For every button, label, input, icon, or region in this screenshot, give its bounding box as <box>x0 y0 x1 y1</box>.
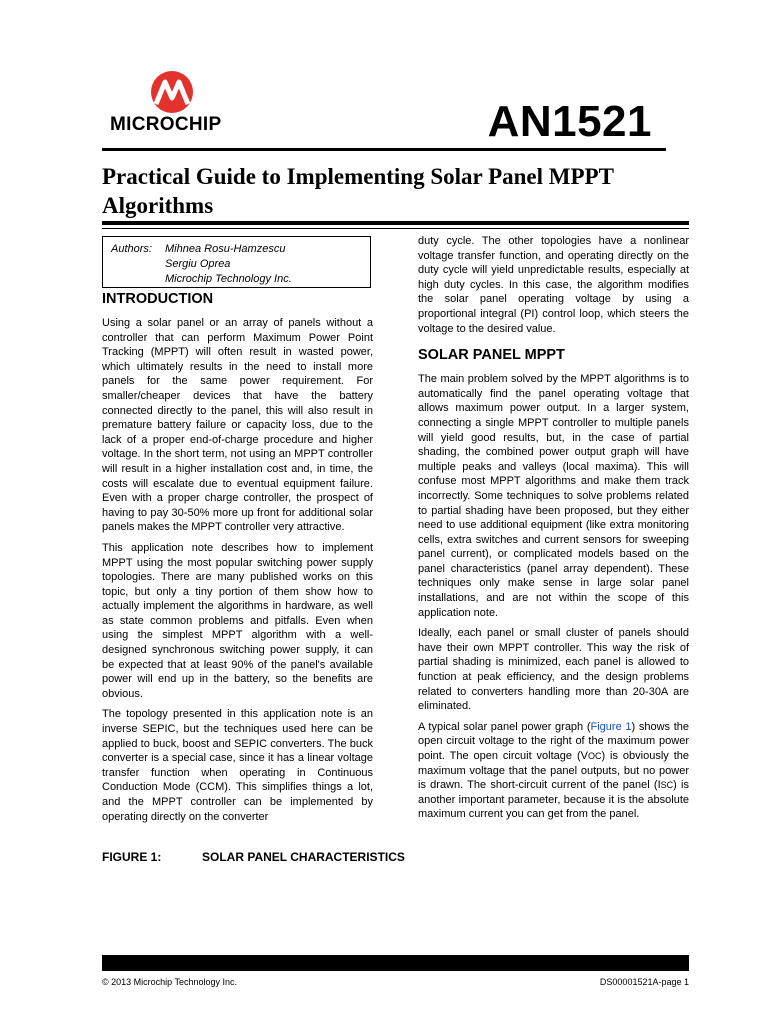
microchip-logo <box>108 70 232 140</box>
figure-title: SOLAR PANEL CHARACTERISTICS <box>202 850 405 864</box>
author-name: Sergiu Oprea <box>165 258 231 270</box>
authors-names <box>165 242 292 287</box>
figure-1-link[interactable]: Figure 1 <box>590 720 632 733</box>
right-column <box>418 234 689 828</box>
author-affiliation: Microchip Technology Inc. <box>165 273 292 285</box>
footer-page-number: DS00001521A-page 1 <box>599 977 689 987</box>
authors-box <box>102 236 371 288</box>
mppt-paragraph: The main problem solved by the MPPT algorithms is to automatically find the panel operating voltage that allows maximum power output. In a larger system, connecting a single MPPT controller to multiple panels will yield good results, but, in the case of partial shading, the combined power output graph will have multiple peaks and valleys (local maxima). This will confuse most MPPT algorithms and make them track incorrectly. Some techniques to solve problems related to partial shading have been proposed, but they either need to use additional equipment (like extra monitoring cells, extra switches and current sensors for sweeping panel current), or complicated models based on the panel characteristics (panel array dependent). These techniques only make sense in large solar panel installations, and are not within the scope of this application note. <box>418 373 689 619</box>
intro-paragraph: The topology presented in this application note is an inverse SEPIC, but the techniques used here can be applied to buck, boost and SEPIC converters. The buck converter is a special case, since it has a linear voltage transfer function when operating in Continuous Conduction Mode (CCM). This simplifies things a lot, and the MPPT controller can be implemented by operating directly on the converter <box>102 708 373 823</box>
mppt-paragraph: Ideally, each panel or small cluster of panels should have their own MPPT controller. This way the risk of partial shading is minimized, each panel is allowed to function at peak efficiency, and the design problems related to converters handling more than 20-30A are eliminated. <box>418 627 689 713</box>
solar-panel-mppt-heading: SOLAR PANEL MPPT <box>418 347 565 364</box>
title-rule-thick <box>102 221 689 225</box>
appnote-number: AN1521 <box>487 97 652 146</box>
document-title: Practical Guide to Implementing Solar Panel MPPT Algorithms <box>102 164 614 218</box>
title-rule-thin <box>102 228 689 229</box>
microchip-logo-icon <box>148 70 196 114</box>
introduction-heading: INTRODUCTION <box>102 291 214 307</box>
footer-copyright: © 2013 Microchip Technology Inc. <box>102 977 238 987</box>
footer-bar <box>102 955 689 971</box>
figure-label: FIGURE 1: <box>102 850 162 864</box>
authors-label: Authors: <box>111 243 152 255</box>
intro-paragraph: Using a solar panel or an array of panels without a controller that can perform Maximum Power Point Tracking (MPPT) will often result in wasted power, which ultimately results in the need to install more panels for the same power requirement. For smaller/cheaper devices that have the battery connected directly to the panel, this will also result in premature battery failure or capacity loss, due to the lack of a proper end-of-charge procedure and higher voltage. In the short term, not using an MPPT controller will result in a higher installation cost and, in time, the costs will escalate due to eventual equipment failure. Even with a proper charge controller, the prospect of having to pay 30-50% more up front for additional solar panels makes the MPPT controller very attractive. <box>102 317 373 534</box>
logo-wordmark: MICROCHIP <box>110 114 222 135</box>
continuation-paragraph: duty cycle. The other topologies have a nonlinear voltage transfer function, and operating directly on the duty cycle will yield unpredictable results, especially at high duty cycles. In this case, the algorithm modifies the solar panel operating voltage by using a proportional integral (PI) control loop, which steers the voltage to the desired value. <box>418 235 689 335</box>
figure-caption <box>102 850 405 864</box>
left-column <box>102 290 373 830</box>
header-rule <box>102 148 666 151</box>
mppt-paragraph: A typical solar panel power graph (Figure 1) shows the open circuit voltage to the right of the maximum power point. The open circuit voltage (VOC) is obviously the maximum voltage that the panel outputs, but no power is drawn. The short-circuit current of the panel (ISC) is another important parameter, because it is the absolute maximum current you can get from the panel. <box>418 720 689 821</box>
intro-paragraph: This application note describes how to implement MPPT using the most popular switching power supply topologies. There are many published works on this topic, but only a tiny portion of them show how to actually implement the algorithms in hardware, as well as state common problems and pitfalls. Even when using the simplest MPPT algorithm with a well-designed synchronous switching power supply, it can be expected that at least 90% of the panel's available power will end up in the battery, so the benefits are obvious. <box>102 541 373 700</box>
author-name: Mihnea Rosu-Hamzescu <box>165 243 286 255</box>
